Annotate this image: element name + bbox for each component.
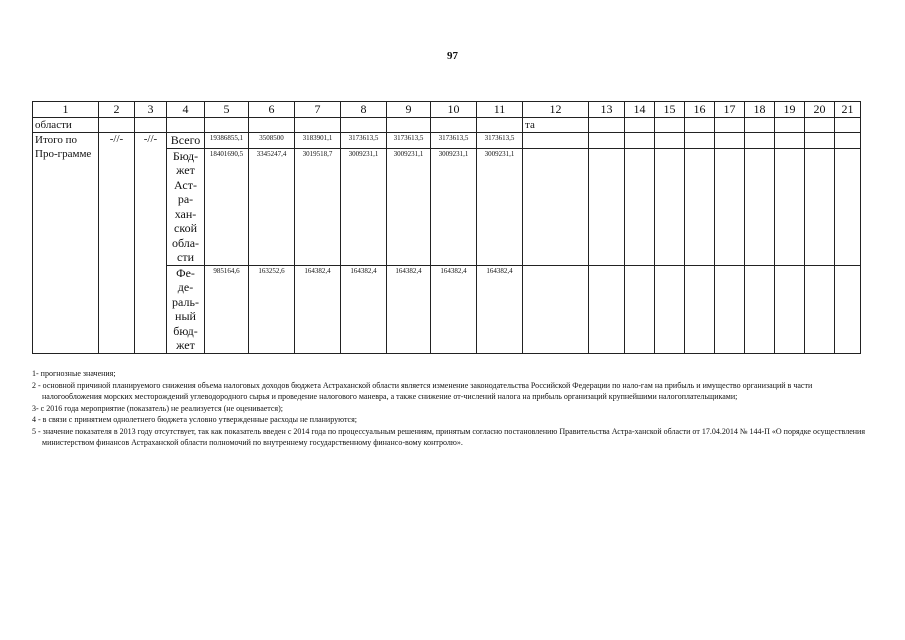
footnote: 3- с 2016 года мероприятие (показатель) не реализуется (не оценивается); bbox=[32, 403, 283, 413]
value-cell: 164382,4 bbox=[477, 265, 523, 353]
program-table bbox=[32, 101, 861, 354]
value-cell: 3019518,7 bbox=[295, 148, 341, 265]
value-cell: 3173613,5 bbox=[387, 133, 431, 149]
value-cell: 985164,6 bbox=[205, 265, 249, 353]
header-cell: 12 bbox=[523, 102, 589, 118]
header-cell: 5 bbox=[205, 102, 249, 118]
value-cell: 164382,4 bbox=[341, 265, 387, 353]
header-cell: 4 bbox=[167, 102, 205, 118]
header-cell: 19 bbox=[775, 102, 805, 118]
footnote: 5 - значение показателя в 2013 году отсутствует, так как показатель введен с 2014 года по процессуальным решениям, принятым согласно постановлению Правительства Астра-ханской области от 17.04.2014 № 144-П «О порядке осуществления министерством финансов Астраханской области полномочий по внутреннему государственному финансо-вому контролю». bbox=[32, 426, 865, 447]
dash-cell: -//- bbox=[135, 133, 167, 354]
value-cell: 18401690,5 bbox=[205, 148, 249, 265]
value-cell: 3345247,4 bbox=[249, 148, 295, 265]
value-cell: 3009231,1 bbox=[341, 148, 387, 265]
footnote: 2 - основной причиной планируемого снижения объема налоговых доходов бюджета Астраханской области является изменение законодательства Российской Федерации по нало-гам на прибыль и имущество организаций в части налогообложения морских месторождений углеводородного сырья и проведение налогового маневра, а также снижение от-числений налога на прибыль организаций крупнейшими налогоплательщиками; bbox=[32, 380, 813, 401]
table-header-row bbox=[33, 102, 861, 118]
value-cell: 3183901,1 bbox=[295, 133, 341, 149]
table-row-total bbox=[33, 133, 861, 149]
header-cell: 21 bbox=[835, 102, 861, 118]
footnotes bbox=[32, 368, 872, 449]
value-cell: 19386855,1 bbox=[205, 133, 249, 149]
header-cell: 15 bbox=[655, 102, 685, 118]
header-cell: 20 bbox=[805, 102, 835, 118]
value-cell: 3009231,1 bbox=[387, 148, 431, 265]
footnote: 4 - в связи с принятием однолетнего бюджета условно утвержденные расходы не планируются; bbox=[32, 415, 357, 424]
value-cell: 3173613,5 bbox=[431, 133, 477, 149]
table-row-oblasti bbox=[33, 118, 861, 133]
value-cell: 3009231,1 bbox=[477, 148, 523, 265]
program-total-label: Итого по Про-грамме bbox=[33, 133, 99, 354]
header-cell: 16 bbox=[685, 102, 715, 118]
header-cell: 13 bbox=[589, 102, 625, 118]
federal-budget-label: Фе-де-раль-ный бюд-жет bbox=[167, 265, 205, 353]
value-cell: 3173613,5 bbox=[341, 133, 387, 149]
header-cell: 14 bbox=[625, 102, 655, 118]
header-cell: 1 bbox=[33, 102, 99, 118]
dash-cell: -//- bbox=[99, 133, 135, 354]
regional-budget-label: Бюд-жет Аст-ра-хан-ской обла-сти bbox=[167, 148, 205, 265]
header-cell: 8 bbox=[341, 102, 387, 118]
header-cell: 18 bbox=[745, 102, 775, 118]
oblasti-cell: области bbox=[33, 118, 99, 133]
footnote: 1- прогнозные значения; bbox=[32, 369, 116, 378]
header-cell: 7 bbox=[295, 102, 341, 118]
header-cell: 17 bbox=[715, 102, 745, 118]
header-cell: 9 bbox=[387, 102, 431, 118]
value-cell: 163252,6 bbox=[249, 265, 295, 353]
header-cell: 2 bbox=[99, 102, 135, 118]
header-cell: 10 bbox=[431, 102, 477, 118]
header-cell: 11 bbox=[477, 102, 523, 118]
value-cell: 3009231,1 bbox=[431, 148, 477, 265]
value-cell: 3508500 bbox=[249, 133, 295, 149]
header-cell: 3 bbox=[135, 102, 167, 118]
total-label: Всего bbox=[167, 133, 205, 149]
ta-cell: та bbox=[523, 118, 589, 133]
value-cell: 164382,4 bbox=[295, 265, 341, 353]
value-cell: 164382,4 bbox=[387, 265, 431, 353]
page-number: 97 bbox=[447, 50, 458, 62]
value-cell: 3173613,5 bbox=[477, 133, 523, 149]
header-cell: 6 bbox=[249, 102, 295, 118]
value-cell: 164382,4 bbox=[431, 265, 477, 353]
